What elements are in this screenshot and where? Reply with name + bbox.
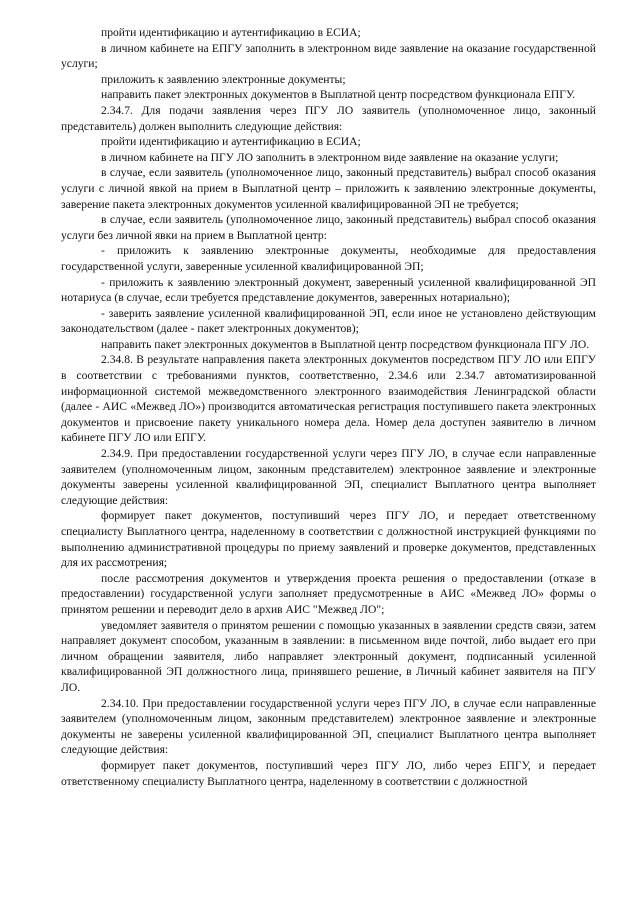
paragraph-13: направить пакет электронных документов в Выплатной центр посредством функционала ПГУ ЛО. [101, 337, 590, 351]
paragraph-9: в случае, если заявитель (уполномоченное лицо, законный представитель) выбрал способ оказания услуги без личной явки на прием в Выплатной центр: [61, 213, 596, 242]
paragraph-20: формирует пакет документов, поступивший через ПГУ ЛО, либо через ЕПГУ, и передает ответственному специалисту Выплатного центра, наделенному в соответствии с должностной [61, 758, 596, 788]
paragraph-17: после рассмотрения документов и утверждения проекта решения о предоставлении (отказе в предоставлении) государственной услуги заполняет предусмотренные в АИС «Межвед ЛО» формы о принятом решении и переводит дело в архив АИС "Межвед ЛО"; [61, 571, 596, 616]
paragraph-10: - приложить к заявлению электронные документы, необходимые для предоставления государственной услуги, заверенные усиленной квалифицированной ЭП; [61, 244, 596, 273]
paragraph-4: направить пакет электронных документов в Выплатной центр посредством функционала ЕПГУ. [101, 88, 576, 102]
paragraph-8: в случае, если заявитель (уполномоченное лицо, законный представитель) выбрал способ оказания услуги с личной явкой на прием в Выплатной центр – приложить к заявлению электронные документы, заверение пакета электронных документов усиленной квалифицированной ЭП не требуется; [61, 166, 596, 211]
paragraph-12: - заверить заявление усиленной квалифицированной ЭП, если иное не установлено действующим законодательством (далее - пакет электронных документов); [61, 306, 596, 336]
paragraph-19: 2.34.10. При предоставлении государственной услуги через ПГУ ЛО, в случае если направленные заявителем (уполномоченным лицом, законным представителем) электронное заявление и электронные документы не заверены усиленной квалифицированной ЭП, специалист Выплатного центра выполняет следующие действия: [61, 696, 596, 757]
paragraph-5: 2.34.7. Для подачи заявления через ПГУ ЛО заявитель (уполномоченное лицо, законный представитель) должен выполнить следующие действия: [61, 103, 596, 133]
paragraph-14: 2.34.8. В результате направления пакета электронных документов посредством ПГУ ЛО или ЕПГУ в соответствии с требованиями пунктов, соответственно, 2.34.6 или 2.34.7 автоматизированной информационной системой межведомственного электронного взаимодействия Ленинградской области (далее - АИС «Межвед ЛО») производится автоматическая регистрация поступившего пакета электронных документов и присвоение пакету уникального номера дела. Номер дела доступен заявителю в личном кабинете ПГУ ЛО или ЕПГУ. [61, 353, 596, 445]
paragraph-15: 2.34.9. При предоставлении государственной услуги через ПГУ ЛО, в случае если направленные заявителем (уполномоченным лицом, законным представителем) электронное заявление и электронные документы заверены усиленной квалифицированной ЭП, специалист Выплатного центра выполняет следующие действия: [61, 447, 596, 507]
paragraph-2: в личном кабинете на ЕПГУ заполнить в электронном виде заявление на оказание государственной услуги; [61, 41, 596, 71]
paragraph-1: пройти идентификацию и аутентификацию в ЕСИА; [101, 26, 361, 39]
paragraph-16: формирует пакет документов, поступивший через ПГУ ЛО, и передает ответственному специалисту Выплатного центра, наделенному в соответствии с должностной инструкцией функциями по выполнению административной процедуры по приему заявлений и проверке документов, представленных для их рассмотрения; [61, 509, 596, 570]
paragraph-6: пройти идентификацию и аутентификацию в ЕСИА; [101, 135, 361, 149]
document-body [61, 25, 596, 789]
paragraph-7: в личном кабинете на ПГУ ЛО заполнить в электронном виде заявление на оказание услуги; [101, 150, 559, 164]
paragraph-3: приложить к заявлению электронные документы; [101, 72, 346, 86]
paragraph-11: - приложить к заявлению электронный документ, заверенный усиленной квалифицированной ЭП нотариуса (в случае, если требуется представление документов, заверенных нотариально); [61, 275, 596, 305]
paragraph-18: уведомляет заявителя о принятом решении с помощью указанных в заявлении средств связи, затем направляет документ способом, указанным в заявлении: в письменном виде почтой, либо выдает его при личном обращении заявителя, либо направляет электронный документ, подписанный усиленной квалифицированной ЭП должностного лица, принявшего решение, в Личный кабинет заявителя на ПГУ ЛО. [61, 618, 596, 694]
